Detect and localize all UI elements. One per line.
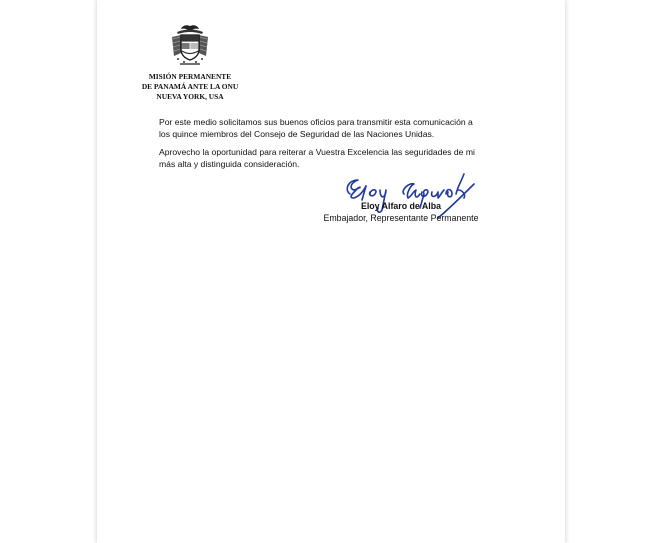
paragraph-line: los quince miembros del Consejo de Seguridad de las Naciones Unidas. [159, 128, 435, 139]
mission-line: MISIÓN PERMANENTE [148, 72, 232, 81]
paragraph-line: Aprovecho la oportunidad para reiterar a Vuestra Excelencia las seguridades de mi [159, 147, 475, 157]
coat-of-arms-icon [168, 23, 212, 67]
paragraph-request [159, 117, 504, 140]
paragraph-line: más alta y distinguida consideración. [159, 158, 300, 169]
paragraph-line: Por este medio solicitamos sus buenos oficios para transmitir esta comunicación a [159, 117, 473, 127]
mission-line: DE PANAMÁ ANTE LA ONU [141, 82, 239, 91]
signatory-title: Embajador, Representante Permanente [323, 213, 479, 223]
signatory-name: Eloy Alfaro de Alba [360, 201, 441, 211]
mission-line: NUEVA YORK, USA [156, 92, 224, 101]
mission-header [136, 72, 244, 102]
